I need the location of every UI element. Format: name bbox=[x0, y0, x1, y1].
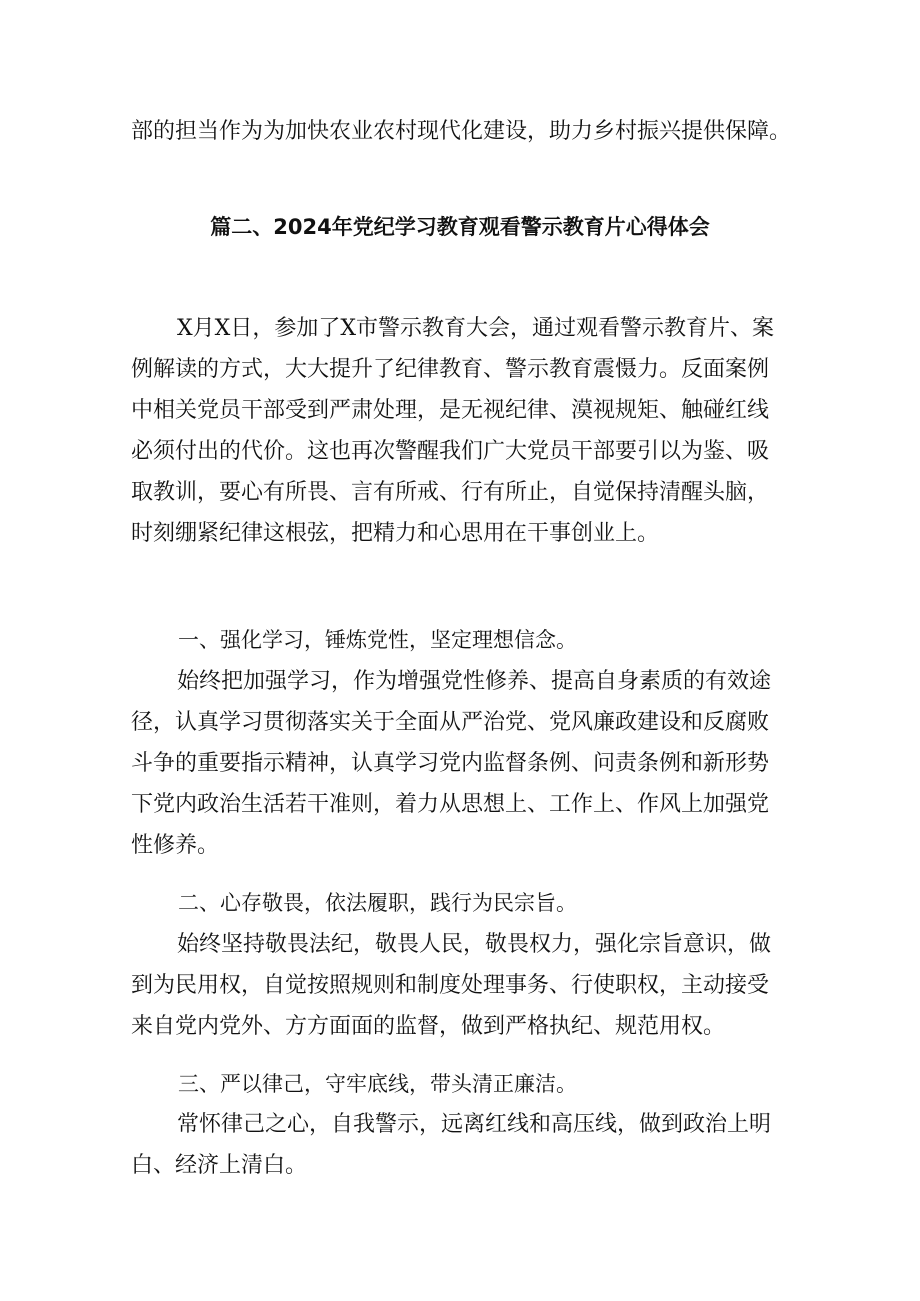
paragraph-line: 常怀律己之心，自我警示，远离红线和高压线，做到政治上明 bbox=[177, 1112, 772, 1137]
paragraph-line: 到为民用权，自觉按照规则和制度处理事务、行使职权，主动接受 bbox=[131, 973, 770, 998]
paragraph-line: 径，认真学习贯彻落实关于全面从严治党、党风廉政建设和反腐败 bbox=[131, 710, 770, 735]
paragraph-line: 下党内政治生活若干准则，着力从思想上、工作上、作风上加强党 bbox=[131, 792, 770, 817]
paragraph-line: 始终把加强学习，作为增强党性修养、提高自身素质的有效途 bbox=[177, 669, 772, 694]
paragraph-line: 中相关党员干部受到严肃处理，是无视纪律、漠视规矩、触碰红线 bbox=[131, 398, 770, 423]
carryover-paragraph: 部的担当作为为加快农业农村现代化建设，助力乡村振兴提供保障。 bbox=[131, 119, 792, 144]
paragraph-line: 取教训，要心有所畏、言有所戒、行有所止，自觉保持清醒头脑， bbox=[131, 480, 770, 505]
paragraph-line: 时刻绷紧纪律这根弦，把精力和心思用在干事创业上。 bbox=[131, 521, 660, 546]
paragraph-line: 始终坚持敬畏法纪，敬畏人民，敬畏权力，强化宗旨意识，做 bbox=[177, 932, 772, 957]
paragraph-line: 白、经济上清白。 bbox=[131, 1153, 308, 1178]
paragraph-line: 性修养。 bbox=[131, 833, 220, 858]
paragraph-line: X月X日，参加了X市警示教育大会，通过观看警示教育片、案 bbox=[177, 316, 774, 341]
section-heading: 三、严以律己，守牢底线，带头清正廉洁。 bbox=[178, 1072, 577, 1096]
section-heading: 一、强化学习，锤炼党性，坚定理想信念。 bbox=[178, 628, 577, 652]
paragraph-line: 必须付出的代价。这也再次警醒我们广大党员干部要引以为鉴、吸 bbox=[131, 439, 770, 464]
paragraph-line: 例解读的方式，大大提升了纪律教育、警示教育震慑力。反面案例 bbox=[131, 357, 770, 382]
paragraph-line: 来自党内党外、方方面面的监督，做到严格执纪、规范用权。 bbox=[131, 1014, 726, 1039]
article-title: 篇二、2024年党纪学习教育观看警示教育片心得体会 bbox=[210, 215, 710, 239]
section-heading: 二、心存敬畏，依法履职，践行为民宗旨。 bbox=[178, 891, 577, 915]
paragraph-line: 斗争的重要指示精神，认真学习党内监督条例、问责条例和新形势 bbox=[131, 751, 770, 776]
